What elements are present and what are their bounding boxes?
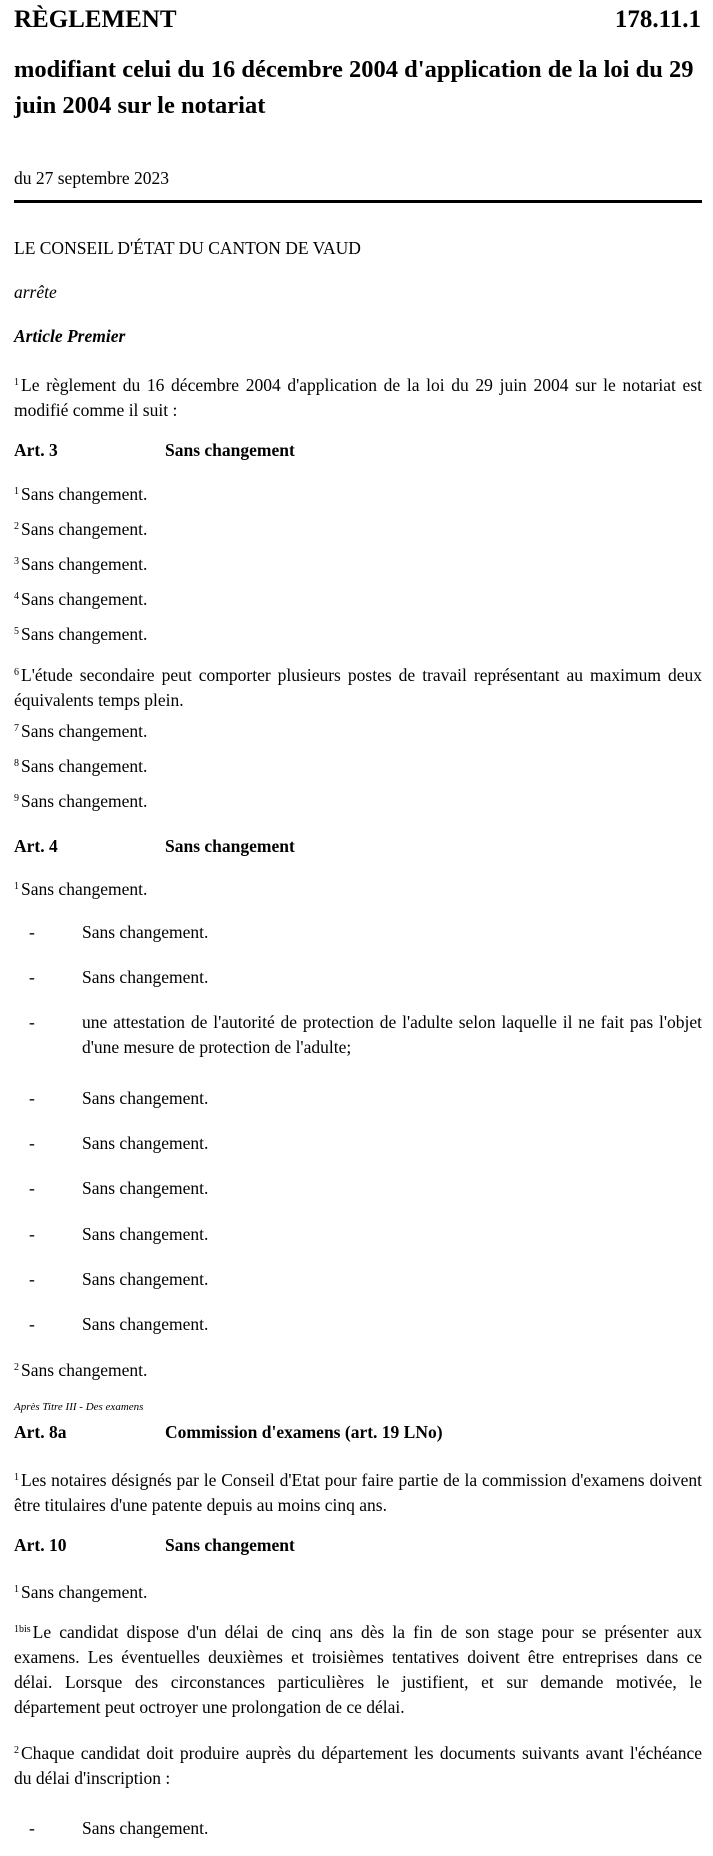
art3-para-1 (14, 484, 147, 505)
list-item: Sans changement. (82, 967, 209, 987)
art10-heading: Sans changement (165, 1535, 295, 1555)
para-number: 1 (14, 377, 19, 388)
list-dash: - (29, 1133, 35, 1153)
art3-para-7 (14, 721, 147, 742)
list-dash: - (29, 1178, 35, 1198)
list-item: Sans changement. (82, 1269, 209, 1289)
section-note: Après Titre III - Des examens (14, 1401, 144, 1413)
list-item: Sans changement. (82, 922, 209, 942)
list-item: Sans changement. (82, 1178, 209, 1198)
art3-para-8 (14, 756, 147, 777)
list-dash: - (29, 967, 35, 987)
intro-text: Le règlement du 16 décembre 2004 d'application de la loi du 29 juin 2004 sur le notariat est modifié comme il suit : (14, 375, 702, 420)
para-text: L'étude secondaire peut comporter plusieurs postes de travail représentant au maximum deux équivalents temps plein. (14, 665, 702, 710)
list-item: une attestation de l'autorité de protection de l'adulte selon laquelle il ne fait pas l'objet d'une mesure de protection de l'adulte; (82, 1012, 702, 1057)
art10-label: Art. 10 (14, 1535, 67, 1555)
para-text: Les notaires désignés par le Conseil d'Etat pour faire partie de la commission d'examens doivent être titulaires d'une patente depuis au moins cinq ans. (14, 1470, 702, 1515)
para-text: Sans changement. (21, 519, 148, 539)
para-number: 1 (14, 881, 19, 892)
art3-para-9 (14, 791, 147, 812)
list-item: Sans changement. (82, 1314, 209, 1334)
para-number: 1 (14, 1584, 19, 1595)
list-dash: - (29, 1012, 35, 1032)
art3-para-4 (14, 589, 147, 610)
para-number: 2 (14, 1362, 19, 1373)
para-number: 8 (14, 758, 19, 769)
list-item: Sans changement. (82, 1818, 209, 1838)
art10-para-2 (14, 1738, 702, 1791)
intro-paragraph (14, 370, 702, 423)
list-item: Sans changement. (82, 1133, 209, 1153)
doc-type: RÈGLEMENT (14, 6, 177, 33)
para-number: 3 (14, 556, 19, 567)
para-number: 5 (14, 626, 19, 637)
doc-number: 178.11.1 (614, 6, 701, 33)
art3-label: Art. 3 (14, 440, 58, 460)
art3-para-3 (14, 554, 147, 575)
para-text: Sans changement. (21, 879, 148, 899)
list-dash: - (29, 1269, 35, 1289)
para-number: 4 (14, 591, 19, 602)
para-number: 2 (14, 521, 19, 532)
para-text: Sans changement. (21, 624, 148, 644)
para-number: 1 (14, 486, 19, 497)
para-text: Sans changement. (21, 589, 148, 609)
para-number: 7 (14, 723, 19, 734)
art8a-label: Art. 8a (14, 1422, 67, 1442)
para-text: Sans changement. (21, 756, 148, 776)
para-number: 2 (14, 1745, 19, 1756)
list-item: Sans changement. (82, 1088, 209, 1108)
para-text: Le candidat dispose d'un délai de cinq ans dès la fin de son stage pour se présenter aux examens. Les éventuelles deuxièmes et troisièmes tentatives doivent être entreprises dans ce délai. Lorsque des circonstances particulières le justifient, et sur demande motivée, le département peut octroyer une prolongation de ce délai. (14, 1622, 702, 1717)
art3-para-6 (14, 660, 702, 713)
decides: arrête (14, 282, 57, 302)
art4-para-1 (14, 879, 147, 900)
art8a-heading: Commission d'examens (art. 19 LNo) (165, 1422, 443, 1442)
para-text: Sans changement. (21, 554, 148, 574)
article-premier: Article Premier (14, 326, 126, 346)
art4-label: Art. 4 (14, 836, 58, 856)
para-text: Sans changement. (21, 484, 148, 504)
para-number: 1 (14, 1472, 19, 1483)
para-text: Chaque candidat doit produire auprès du département les documents suivants avant l'échéance du délai d'inscription : (14, 1743, 702, 1788)
header-rule (14, 200, 702, 203)
authority: LE CONSEIL D'ÉTAT DU CANTON DE VAUD (14, 238, 361, 258)
para-text: Sans changement. (21, 1360, 148, 1380)
para-text: Sans changement. (21, 1582, 148, 1602)
para-number: 9 (14, 793, 19, 804)
list-dash: - (29, 1088, 35, 1108)
para-text: Sans changement. (21, 791, 148, 811)
doc-title: modifiant celui du 16 décembre 2004 d'application de la loi du 29 juin 2004 sur le notariat (14, 56, 694, 119)
art8a-para-1 (14, 1465, 702, 1518)
art4-heading: Sans changement (165, 836, 295, 856)
art3-para-2 (14, 519, 147, 540)
doc-date: du 27 septembre 2023 (14, 168, 170, 188)
list-dash: - (29, 1224, 35, 1244)
art10-para-1 (14, 1582, 147, 1603)
art10-para-1bis (14, 1617, 702, 1720)
para-text: Sans changement. (21, 721, 148, 741)
para-number: 1bis (14, 1624, 31, 1635)
para-number: 6 (14, 667, 19, 678)
art3-para-5 (14, 624, 147, 645)
list-dash: - (29, 1314, 35, 1334)
list-item: Sans changement. (82, 1224, 209, 1244)
list-dash: - (29, 1818, 35, 1838)
list-dash: - (29, 922, 35, 942)
art3-heading: Sans changement (165, 440, 295, 460)
art4-para-2 (14, 1360, 147, 1381)
